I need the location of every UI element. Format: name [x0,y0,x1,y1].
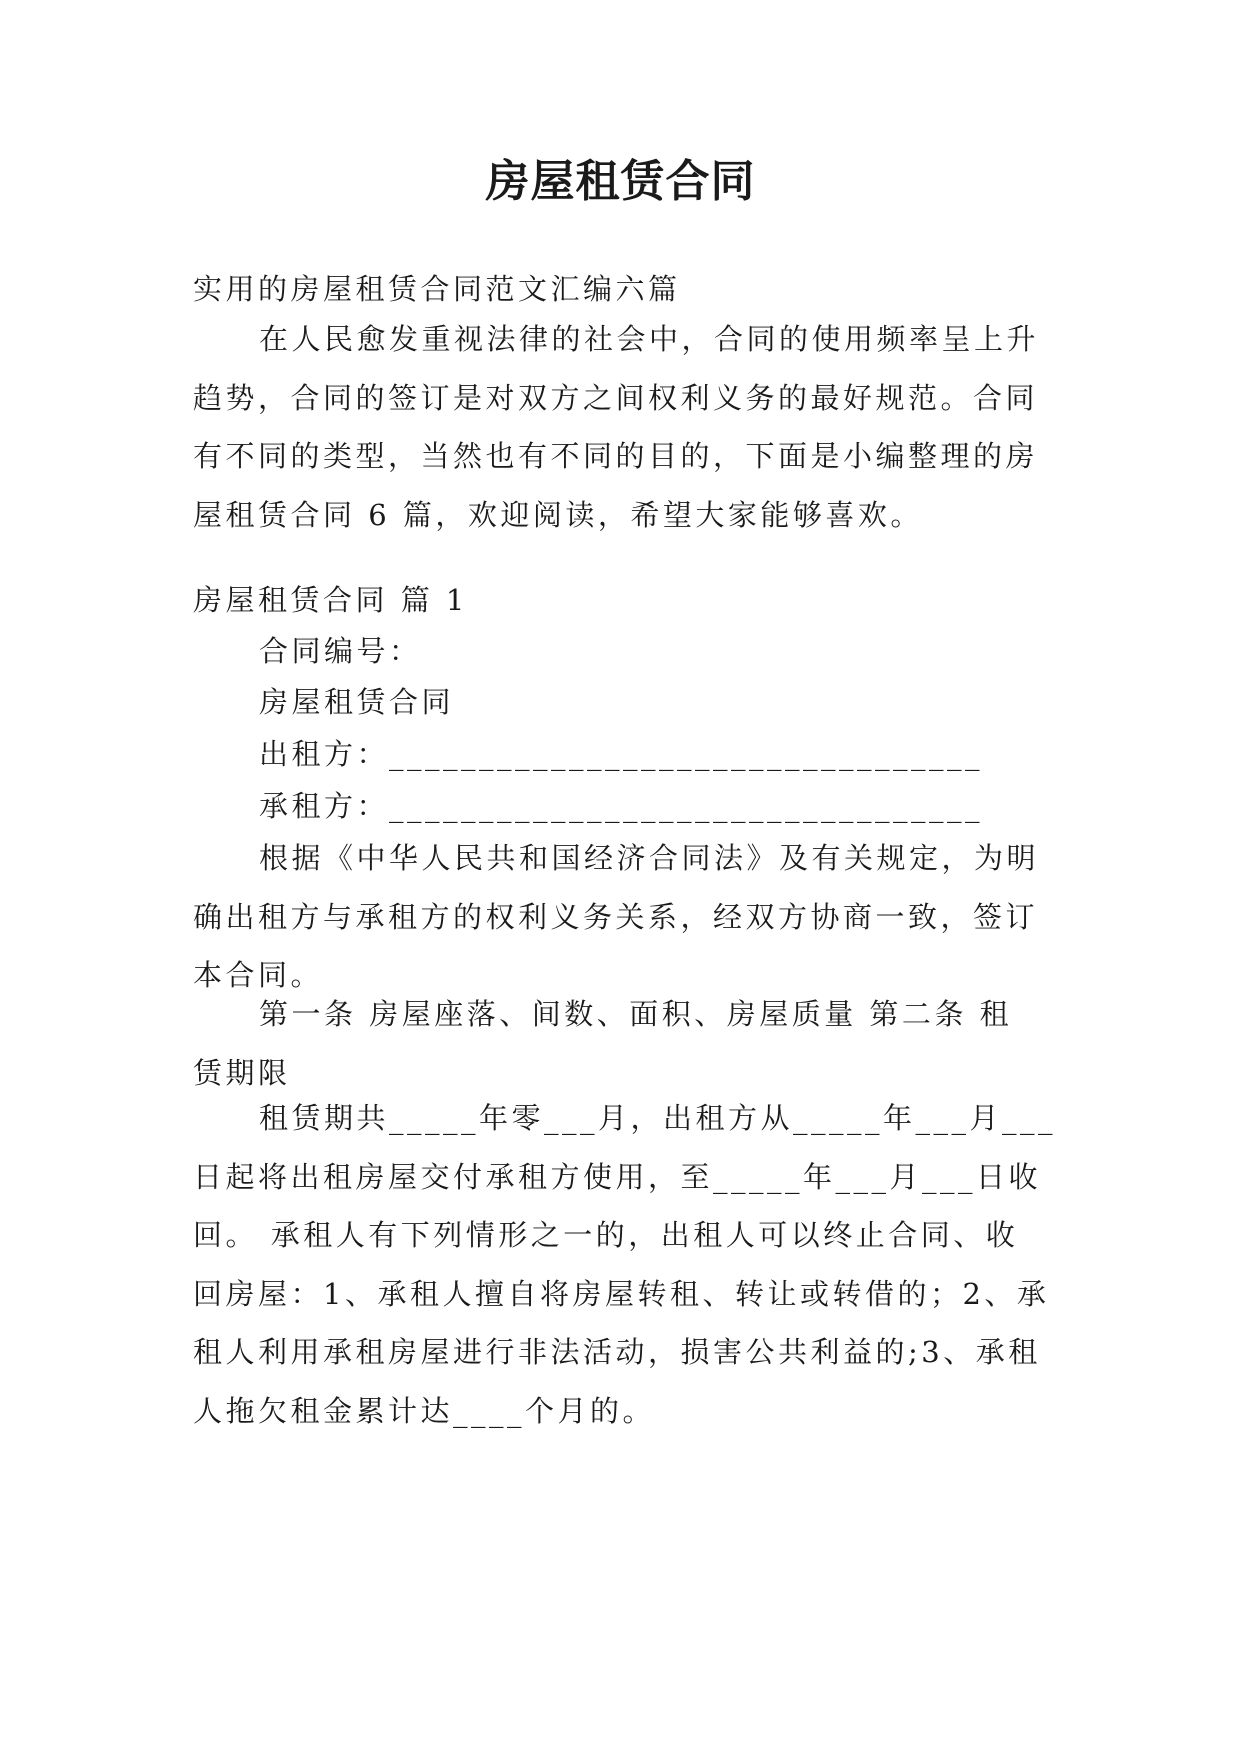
intro-line: 有不同的类型，当然也有不同的目的，下面是小编整理的房 [193,439,1039,473]
document-subtitle: 实用的房屋租赁合同范文汇编六篇 [193,272,681,306]
basis-paragraph [193,829,1059,1005]
contract-number-label: 合同编号： [259,634,422,668]
term-line: 人拖欠租金累计达____个月的。 [193,1393,656,1428]
intro-paragraph [193,310,1059,544]
document-title: 房屋租赁合同 [485,156,756,207]
term-line: 租人利用承租房屋进行非法活动，损害公共利益的;3、承租 [193,1335,1041,1369]
term-line: 日起将出租房屋交付承租方使用，至_____年___月___日收 [193,1159,1042,1194]
article-line: 赁期限 [193,1055,291,1090]
term-line: 回房屋：1、承租人擅自将房屋转租、转让或转借的；2、承 [193,1276,1050,1311]
lessee-line: 承租方：_________________________________ [259,789,984,823]
term-line: 回。 承租人有下列情形之一的，出租人可以终止合同、收 [193,1218,1019,1252]
basis-line: 根据《中华人民共和国经济合同法》及有关规定，为明 [259,841,1040,875]
intro-line: 在人民愈发重视法律的社会中，合同的使用频率呈上升 [259,322,1040,356]
term-paragraph [193,1089,1059,1440]
term-line: 租赁期共_____年零___月，出租方从_____年___月___ [259,1101,1057,1135]
article-line: 第一条 房屋座落、间数、面积、房屋质量 第二条 租 [259,997,1013,1031]
lessor-line: 出租方：_________________________________ [259,737,984,771]
contract-name: 房屋租赁合同 [259,685,455,719]
basis-line: 本合同。 [193,958,324,992]
intro-line: 屋租赁合同 6 篇，欢迎阅读，希望大家能够喜欢。 [193,497,923,532]
basis-line: 确出租方与承租方的权利义务关系，经双方协商一致，签订 [193,899,1039,934]
article-paragraph [193,985,1059,1102]
section-heading: 房屋租赁合同 篇 1 [193,583,468,617]
intro-line: 趋势，合同的签订是对双方之间权利义务的最好规范。合同 [193,380,1039,415]
